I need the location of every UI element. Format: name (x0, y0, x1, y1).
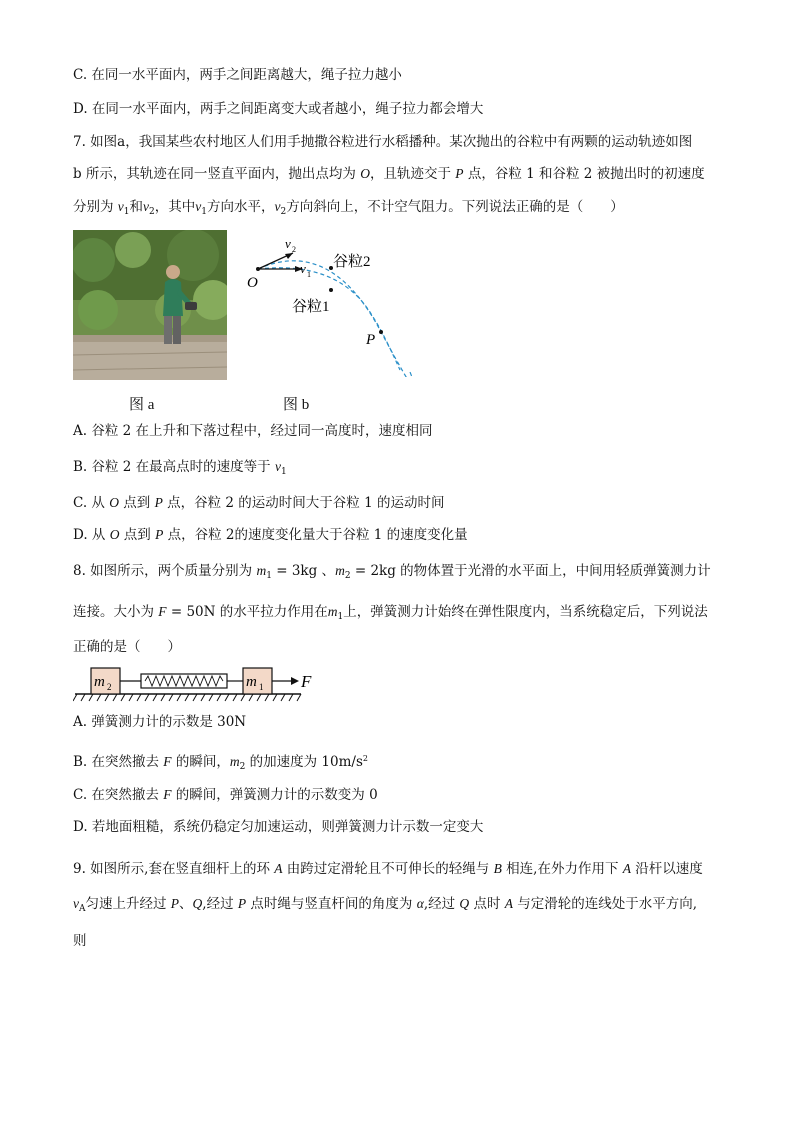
point-P (379, 330, 383, 334)
q9-stem-line2: $v_A$匀速上升经过 P、Q,经过 P 点时绳与竖直杆间的角度为 α,经过 Q 点时 A 与定滑轮的连线处于水平方向, (73, 896, 698, 914)
grain-1-dot (329, 288, 333, 292)
label-v1: v (300, 261, 306, 276)
label-m1-sub: 1 (259, 682, 264, 692)
caption-figure-a: 图 a (129, 397, 155, 413)
q8-stem-line3: 正确的是（ ） (73, 639, 181, 655)
q8-stem-line1: 8. 如图所示，两个质量分别为 $m_1 = 3kg$ 、$m_2 = 2kg$ 的物体置于光滑的水平面上，中间用轻质弹簧测力计 (73, 563, 711, 581)
caption-figure-b: 图 b (283, 397, 310, 413)
q7-stem-line2: b 所示，其轨迹在同一竖直平面内，抛出点均为 O，且轨迹交于 P 点，谷粒 1 和谷粒 2 被抛出时的初速度 (73, 166, 705, 182)
option-7d: D. 从 O 点到 P 点，谷粒 2的速度变化量大于谷粒 1 的速度变化量 (73, 527, 468, 543)
figure-b-trajectories (245, 232, 420, 377)
trajectory-grain-2 (258, 261, 416, 377)
label-O: O (247, 275, 258, 291)
ground-hatching (73, 694, 301, 701)
label-P: P (366, 332, 376, 348)
label-m1: m (246, 674, 257, 690)
q7-stem-line3: 分别为 $v_1$和$v_2$，其中$v_1$方向水平，$v_2$方向斜向上，不计空气阻力。下列说法正确的是（ ） (73, 199, 624, 217)
label-m2-sub: 2 (107, 682, 112, 692)
label-grain-2: 谷粒2 (333, 254, 371, 270)
q8-stem-line2: 连接。大小为 F = 50N 的水平拉力作用在$m_1$上，弹簧测力计始终在弹性限度内，当系统稳定后，下列说法 (73, 604, 708, 622)
q9-stem-line3: 则 (73, 933, 87, 949)
option-8b: B. 在突然撤去 F 的瞬间，$m_2$ 的加速度为 $10m/s^2$ (73, 754, 368, 772)
label-m2: m (94, 674, 105, 690)
figure-spring-blocks (73, 664, 333, 704)
point-O (256, 267, 260, 271)
q9-stem-line1: 9. 如图所示,套在竖直细杆上的环 A 由跨过定滑轮且不可伸长的轻绳与 B 相连,在外力作用下 A 沿杆以速度 (73, 861, 703, 877)
photo-farmer-sowing (73, 230, 227, 380)
option-8a: A. 弹簧测力计的示数是 30N (73, 714, 247, 730)
option-7a: A. 谷粒 2 在上升和下落过程中，经过同一高度时，速度相同 (73, 423, 433, 439)
label-F: F (301, 672, 312, 691)
label-v2-sub: 2 (292, 245, 296, 254)
option-6c: C. 在同一水平面内，两手之间距离越大，绳子拉力越小 (73, 67, 402, 83)
option-8c: C. 在突然撤去 F 的瞬间，弹簧测力计的示数变为 0 (73, 787, 378, 803)
trajectory-grain-1 (258, 268, 400, 370)
option-8d: D. 若地面粗糙，系统仍稳定匀加速运动，则弹簧测力计示数一定变大 (73, 819, 484, 835)
label-v1-sub: 1 (307, 270, 311, 279)
label-grain-1: 谷粒1 (292, 299, 330, 315)
q7-stem-line1: 7. 如图a，我国某些农村地区人们用手抛撒谷粒进行水稻播种。某次抛出的谷粒中有两颗的运动轨迹如图 (73, 134, 693, 150)
option-7c: C. 从 O 点到 P 点，谷粒 2 的运动时间大于谷粒 1 的运动时间 (73, 495, 445, 511)
label-v2: v (285, 236, 291, 251)
option-6d: D. 在同一水平面内，两手之间距离变大或者越小，绳子拉力都会增大 (73, 101, 484, 117)
option-7b: B. 谷粒 2 在最高点时的速度等于 $v_1$ (73, 459, 287, 477)
